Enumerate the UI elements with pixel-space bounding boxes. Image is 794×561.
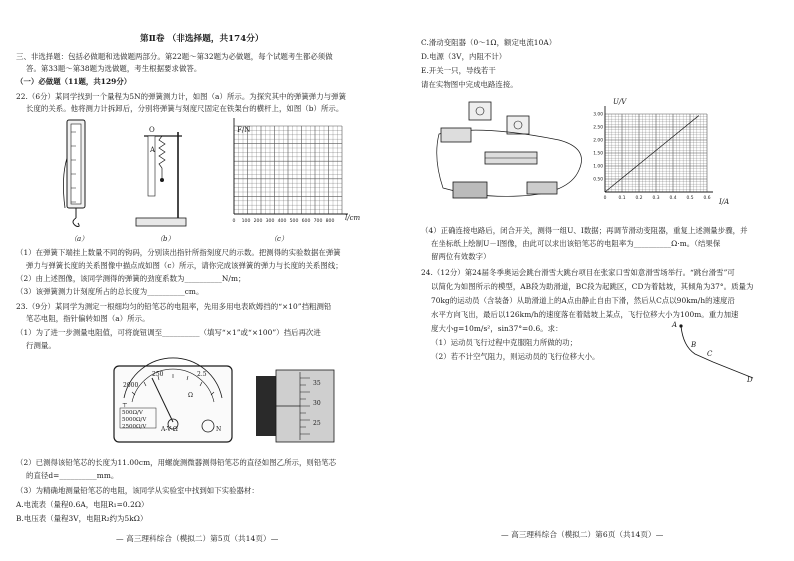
spring-scale-figure (58, 118, 98, 230)
q23-tail-line: （3）为精确地测量铅笔芯的电阻，该同学从实验室中找到如下实验器材： (16, 486, 259, 495)
x-tick-label: 400 (277, 219, 287, 224)
equipment-line: E.开关一只，导线若干 (421, 66, 496, 75)
grid-lines (605, 114, 707, 192)
q22-line: 22.（6分）某同学找到一个量程为5N的弹簧测力计，如图（a）所示。为探究其中的弹簧弹力与弹簧 (16, 92, 347, 101)
instruction-line: （一）必做题（11题，共129分） (16, 77, 132, 86)
graph-y-label: F/N (237, 126, 251, 134)
caption-c: （c） (270, 235, 288, 243)
meter-label: N (216, 426, 222, 433)
grid-lines (234, 126, 342, 214)
q23-tail-line: B.电压表（量程3V，电阻R₂约为5kΩ） (16, 514, 148, 523)
label-o: O (149, 126, 155, 134)
x-tick-label: 0.5 (686, 196, 694, 201)
x-tick-label: 100 (241, 219, 251, 224)
ramp-label-b: B (691, 341, 697, 349)
q22-line: 长度的关系。他将测力计拆卸后，分别将弹簧与刻度尺固定在铁架台的横杆上，如图（b）所示。 (26, 104, 344, 113)
q24-line: （1）运动员飞行过程中克服阻力所做的功； (431, 338, 578, 347)
micrometer-tick: 35 (313, 380, 321, 387)
y-tick-label: 3.00 (593, 112, 603, 118)
ui-y-label: U/V (613, 98, 627, 106)
q23-4-line: （4）正确连接电路后，闭合开关，测得一组U、I数据；再调节滑动变阻器，重复上述测量步骤，并 (421, 226, 748, 235)
x-tick-label: 0.4 (669, 196, 677, 201)
meter-label: 500Ω/V (122, 410, 143, 416)
x-tick-label: 200 (253, 219, 263, 224)
meter-label: 250 (152, 371, 164, 378)
equipment-line: C.滑动变阻器（0～1Ω，额定电流10A） (421, 38, 557, 47)
force-length-graph (206, 118, 346, 226)
x-tick-label: 0.3 (652, 196, 660, 201)
q24-line: 70kg的运动员（含装备）从助滑道上的A点由静止自由下滑，然后从C点以90km/h的速度沿 (431, 296, 735, 305)
meter-label: 2500Ω/V (122, 424, 147, 430)
meter-label: 5000Ω/V (122, 417, 147, 423)
graph-x-label: l/cm (345, 214, 361, 222)
q22-sub-line: （3）该弹簧测力计刻度所占的总长度为__________cm。 (16, 287, 204, 296)
y-tick-label: 1.50 (593, 151, 603, 157)
ramp-label-a: A (672, 321, 678, 329)
q23-4-line: 留两位有效数字） (431, 252, 491, 261)
q22-sub-line: （1）在弹簧下端挂上数量不同的钩码，分别读出指针所指刻度尺的示数。把测得的实验数据在弹簧 (16, 248, 341, 257)
caption-b: （b） (156, 235, 175, 243)
ski-jump-ramp-figure (673, 320, 757, 384)
meter-label: Ω (188, 392, 193, 399)
y-tick-label: 2.50 (593, 125, 603, 131)
micrometer-tick: 25 (313, 420, 321, 427)
q23-line: 笔芯电阻，指针偏转如图（a）所示。 (26, 314, 150, 323)
ui-x-label: I/A (719, 198, 730, 206)
q24-line: 以简化为如图所示的模型，AB段为助滑道，BC段为起跳区，CD为着陆坡，其倾角为37°。质量为 (431, 282, 754, 291)
x-tick-label: 0.6 (703, 196, 711, 201)
voltage-current-graph (585, 108, 713, 200)
x-tick-label: 300 (265, 219, 275, 224)
q23-tail-line: A.电流表（量程0.6A，电阻R₁=0.2Ω） (16, 500, 149, 509)
x-tick-label: 0.1 (618, 196, 626, 201)
instruction-line: 三、非选择题：包括必做题和选做题两部分。第22题～第32题为必做题，每个试题考生都必须做 (16, 52, 333, 61)
micrometer-tick: 30 (313, 400, 321, 407)
x-tick-label: 0.2 (635, 196, 643, 201)
q23-line: 行测量。 (26, 341, 56, 350)
page-footer: — 高三理科综合（模拟二）第5页（共14页）— (116, 534, 279, 543)
q24-line: 24.（12分）第24届冬季奥运会跳台滑雪大跳台项目在张家口雪如意滑雪场举行。“跳台滑雪”可 (421, 268, 735, 277)
equipment-line: D.电源（3V，内阻不计） (421, 52, 507, 61)
q23-4-line: 在坐标纸上绘制U－I图像，由此可以求出该铅笔芯的电阻率为__________Ω·m。（结果保 (431, 239, 721, 248)
x-tick-label: 0 (232, 219, 236, 224)
ramp-label-c: C (707, 350, 713, 358)
meter-label: 2.5 (197, 371, 207, 378)
ramp-label-d: D (747, 376, 753, 384)
q23-tail-line: 的直径d=__________mm。 (26, 471, 119, 480)
x-tick-label: 500 (289, 219, 299, 224)
y-tick-label: 0.50 (593, 177, 603, 183)
meter-label: 2000 (123, 382, 139, 389)
equipment-line: 请在实物图中完成电路连接。 (421, 80, 518, 89)
y-tick-label: 1.00 (593, 164, 603, 170)
right-page (397, 0, 794, 561)
x-tick-label: 600 (301, 219, 311, 224)
q22-sub-line: （2）由上述图像，该同学测得的弹簧的劲度系数为__________N/m； (16, 274, 246, 283)
caption-a: （a） (70, 235, 89, 243)
x-tick-label: 0 (603, 196, 607, 201)
x-tick-label: 800 (325, 219, 335, 224)
section-title: 第Ⅱ卷 （非选择题，共174分） (140, 34, 264, 44)
q23-line: （1）为了进一步测量电阻值，可将旋钮调至__________（填写“×1”或“×100”）挡后再次进 (16, 328, 321, 337)
y-tick-label: 2.00 (593, 138, 603, 144)
iron-stand-figure (132, 126, 192, 230)
meter-label: A-V-Ω (161, 426, 178, 433)
page-footer: — 高三理科综合（模拟二）第6页（共14页）— (501, 530, 664, 539)
circuit-apparatus-figure (431, 98, 595, 206)
micrometer-figure (254, 368, 336, 444)
q22-sub-line: 弹力与弹簧长度的关系图像中描点成如图（c）所示，请你完成该弹簧的弹力与长度的关系图线； (26, 261, 343, 270)
q24-line: 度大小g=10m/s²，sin37°=0.6。求： (431, 324, 563, 333)
q23-tail-line: （2）已测得该铅笔芯的长度为11.00cm，用螺旋测微器测得铅笔芯的直径如图乙所示，则铅笔芯 (16, 458, 337, 467)
instruction-line: 答。第33题～第38题为选做题，考生根据要求做答。 (26, 64, 202, 73)
q23-line: 23.（9分）某同学为测定一根细均匀的铅笔芯的电阻率，先用多用电表欧姆挡的“×10”挡粗测铅 (16, 302, 332, 311)
q24-line: 水平方向飞出，最后以126km/h的速度落在着陆坡上某点，飞行位移大小为100m。重力加速 (431, 310, 739, 319)
label-a: A (150, 146, 156, 154)
q24-line: （2）若不计空气阻力，则运动员的飞行位移大小。 (431, 352, 600, 361)
x-tick-label: 700 (313, 219, 323, 224)
meter-label: ⊤ (122, 402, 128, 409)
